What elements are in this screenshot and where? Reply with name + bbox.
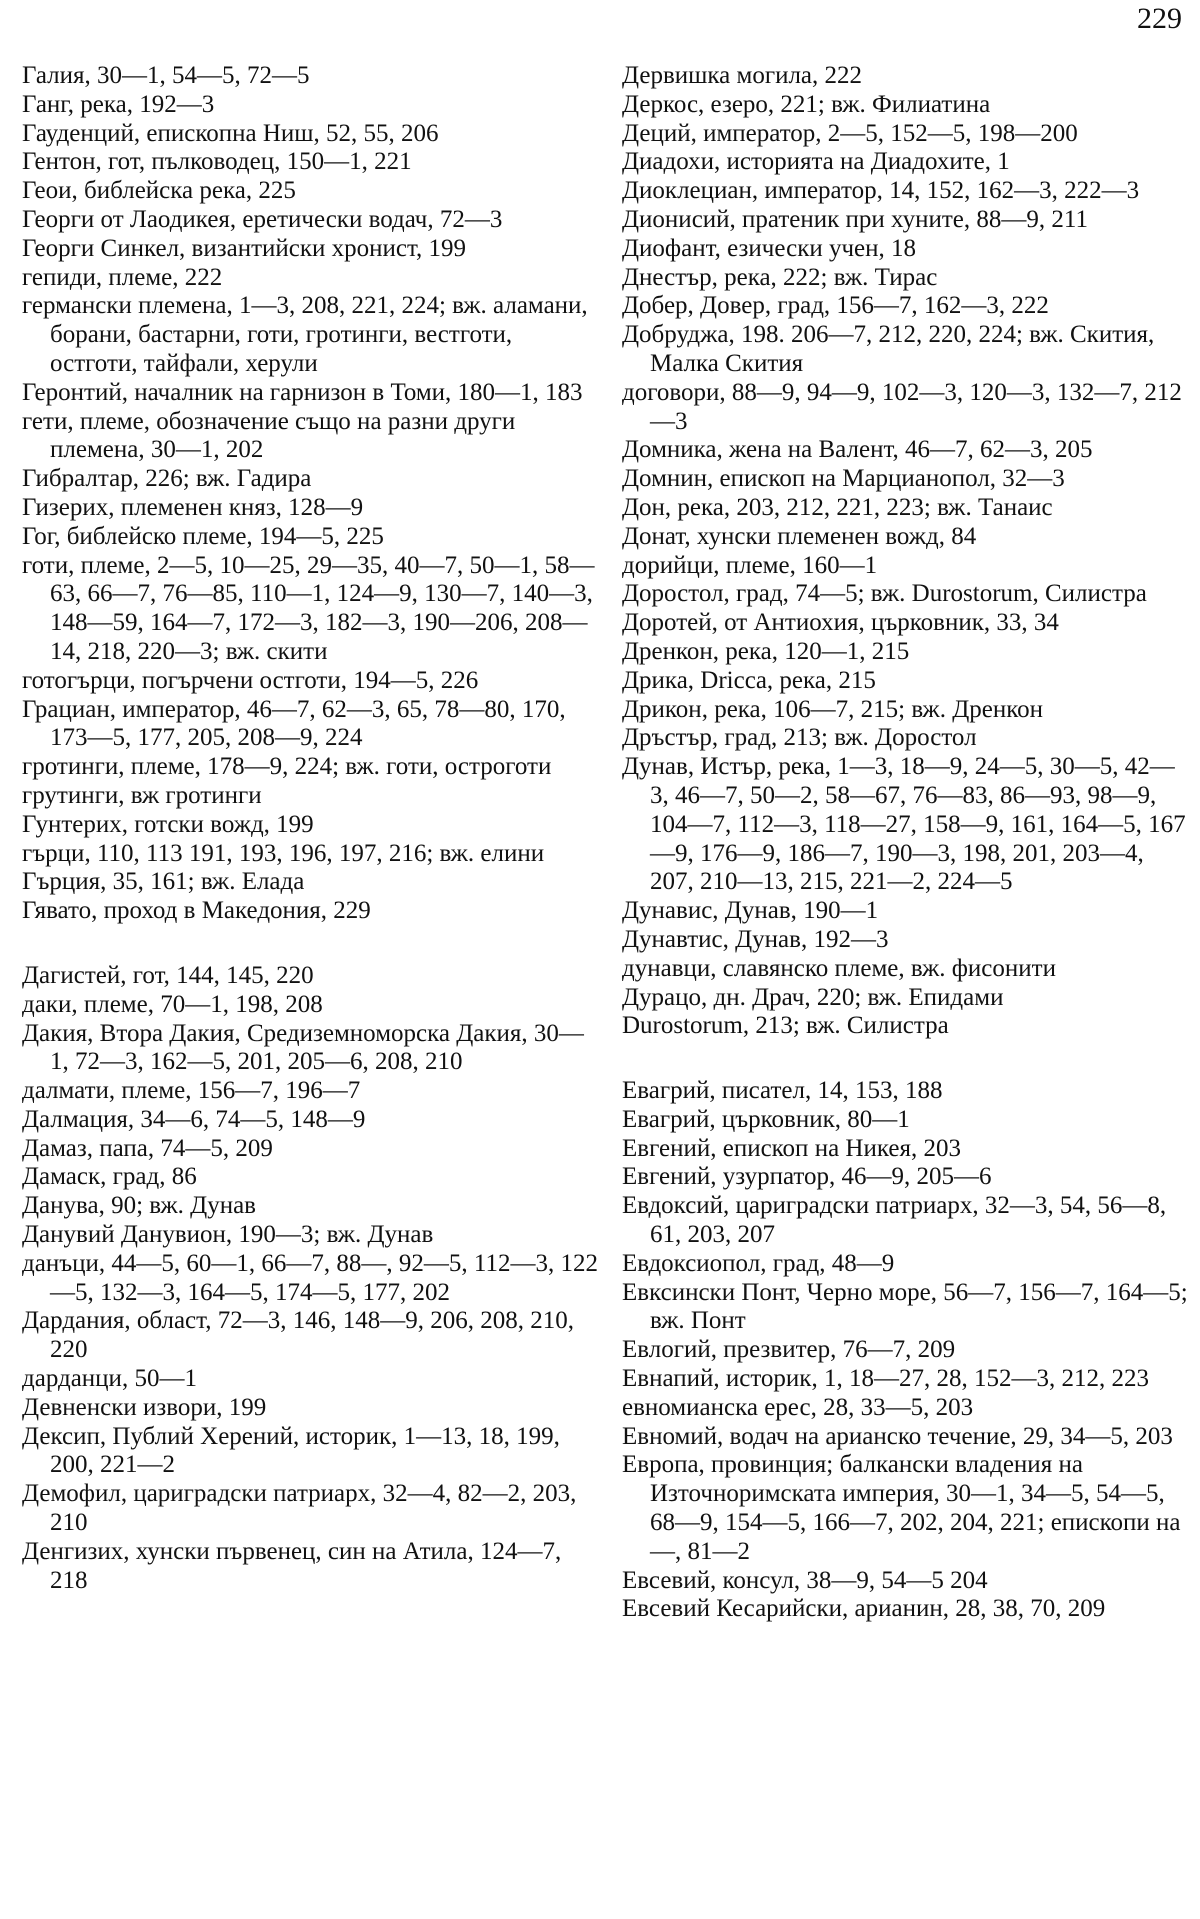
index-entry: Дервишка могила, 222 <box>622 62 863 89</box>
index-entry: Демофил, цариградски патриарх, 32—4, 82—2, 203, 210 <box>22 1480 577 1537</box>
index-entry: Днестър, река, 222; вж. Тирас <box>622 263 938 291</box>
index-entry: далмати, племе, 156—7, 196—7 <box>22 1077 361 1105</box>
index-entry: Дрика, Dricca, река, 215 <box>622 666 876 694</box>
index-entry: Европа, провинция; балкански владения на Източноримската империя, 30—1, 34—5, 54—5, 68—9, 154—5, 166—7, 202, 204, 221; епископи на —, 81—2 <box>622 1451 1181 1565</box>
index-entry: Дионисий, пратеник при хуните, 88—9, 211 <box>622 205 1088 233</box>
index-entry: гепиди, племе, 222 <box>22 263 223 291</box>
index-entry: Евсевий Кесарийски, арианин, 28, 38, 70, 209 <box>622 1595 1106 1623</box>
section-gap <box>622 1041 1192 1077</box>
index-entry: Донат, хунски племенен вожд, 84 <box>622 522 977 550</box>
index-entry: гърци, 110, 113 191, 193, 196, 197, 216; вж. елини <box>22 839 545 867</box>
index-entry: Геронтий, началник на гарнизон в Томи, 180—1, 183 <box>22 378 583 406</box>
index-entry: Деркос, езеро, 221; вж. Филиатина <box>622 90 991 118</box>
index-entry: Данува, 90; вж. Дунав <box>22 1192 256 1220</box>
section-gap <box>22 926 602 962</box>
index-entry: дунавци, славянско племе, вж. фисонити <box>622 954 1056 982</box>
index-entry: Ганг, река, 192—3 <box>22 90 215 118</box>
index-entry: Евдоксиопол, град, 48—9 <box>622 1249 895 1277</box>
index-entry: Георги Синкел, византийски хронист, 199 <box>22 234 467 262</box>
index-entry: Деций, император, 2—5, 152—5, 198—200 <box>622 119 1078 147</box>
index-entry: готи, племе, 2—5, 10—25, 29—35, 40—7, 50—1, 58—63, 66—7, 76—85, 110—1, 124—9, 130—7, 140—3, 148—59, 164—7, 172—3, 182—3, 190—206, 208—14, 218, 220—3; вж. скити <box>22 551 595 665</box>
index-entry: Дунавис, Дунав, 190—1 <box>622 897 879 925</box>
index-entry: Евдоксий, цариградски патриарх, 32—3, 54, 56—8, 61, 203, 207 <box>622 1192 1167 1249</box>
index-entry: договори, 88—9, 94—9, 102—3, 120—3, 132—7, 212—3 <box>622 378 1182 435</box>
index-entry: Дунавтис, Дунав, 192—3 <box>622 925 889 953</box>
index-entry: Дардания, област, 72—3, 146, 148—9, 206, 208, 210, 220 <box>22 1307 574 1364</box>
index-entry: Durostorum, 213; вж. Силистра <box>622 1012 949 1040</box>
index-entry: Дакия, Втора Дакия, Средиземноморска Дакия, 30—1, 72—3, 162—5, 201, 205—6, 208, 210 <box>22 1019 584 1076</box>
index-entry: Гявато, проход в Македония, 229 <box>22 897 371 925</box>
index-entry: дарданци, 50—1 <box>22 1365 197 1393</box>
index-entry: гротинги, племе, 178—9, 224; вж. готи, остроготи <box>22 753 552 781</box>
index-entry: Дрикон, река, 106—7, 215; вж. Дренкон <box>622 695 1043 723</box>
index-entry: Денгизих, хунски първенец, син на Атила, 124—7, 218 <box>22 1537 562 1594</box>
index-entry: Евнапий, историк, 1, 18—27, 28, 152—3, 212, 223 <box>622 1365 1149 1393</box>
index-entry: Данувий Данувион, 190—3; вж. Дунав <box>22 1221 434 1249</box>
index-entry: Дръстър, град, 213; вж. Доростол <box>622 724 977 752</box>
index-entry: Домнин, епископ на Марцианопол, 32—3 <box>622 465 1065 493</box>
index-entry: гети, племе, обозначение също на разни други племена, 30—1, 202 <box>22 407 516 464</box>
index-entry: Дурацо, дн. Драч, 220; вж. Епидами <box>622 983 1004 1011</box>
index-entry: Евксински Понт, Черно море, 56—7, 156—7, 164—5; вж. Понт <box>622 1278 1188 1335</box>
index-entry: германски племена, 1—3, 208, 221, 224; вж. аламани, борани, бастарни, готи, гротинги, вестготи, остготи, тайфали, херули <box>22 292 588 377</box>
index-entry: Далмация, 34—6, 74—5, 148—9 <box>22 1105 366 1133</box>
index-entry: Георги от Лаодикея, еретически водач, 72—3 <box>22 205 503 233</box>
index-entry: Евсевий, консул, 38—9, 54—5 204 <box>622 1566 988 1594</box>
index-entry: Евгений, узурпатор, 46—9, 205—6 <box>622 1163 992 1191</box>
index-entry: грутинги, вж гротинги <box>22 781 262 809</box>
index-entry: евномианска ерес, 28, 33—5, 203 <box>622 1393 974 1421</box>
index-entry: Евномий, водач на арианско течение, 29, 34—5, 203 <box>622 1422 1173 1450</box>
index-entry: Гунтерих, готски вожд, 199 <box>22 810 314 838</box>
index-entry: Евлогий, презвитер, 76—7, 209 <box>622 1336 956 1364</box>
index-entry: Дон, река, 203, 212, 221, 223; вж. Танаис <box>622 493 1053 521</box>
index-entry: Евгений, епископ на Никея, 203 <box>622 1134 961 1162</box>
index-entry: Диоклециан, император, 14, 152, 162—3, 222—3 <box>622 177 1140 205</box>
index-entry: Грациан, император, 46—7, 62—3, 65, 78—80, 170, 173—5, 177, 205, 208—9, 224 <box>22 695 566 752</box>
index-entry: даки, племе, 70—1, 198, 208 <box>22 990 323 1018</box>
index-entry: Дамаск, град, 86 <box>22 1163 197 1191</box>
index-entry: готогърци, погърчени остготи, 194—5, 226 <box>22 666 479 694</box>
index-entry: Девненски извори, 199 <box>22 1393 267 1421</box>
index-column-left <box>22 62 602 1595</box>
index-column-right <box>622 62 1192 1624</box>
index-entry: Гог, библейско племе, 194—5, 225 <box>22 522 384 550</box>
index-entry: Галия, 30—1, 54—5, 72—5 <box>22 62 310 89</box>
index-entry: Гибралтар, 226; вж. Гадира <box>22 465 312 493</box>
index-entry: Домника, жена на Валент, 46—7, 62—3, 205 <box>622 436 1093 464</box>
index-entry: Дренкон, река, 120—1, 215 <box>622 637 910 665</box>
index-entry: Диадохи, историята на Диадохите, 1 <box>622 148 1010 176</box>
index-entry: Доротей, от Антиохия, църковник, 33, 34 <box>622 609 1059 637</box>
index-entry: Диофант, езически учен, 18 <box>622 234 917 262</box>
index-entry: дорийци, племе, 160—1 <box>622 551 878 579</box>
index-entry: Евагрий, църковник, 80—1 <box>622 1105 910 1133</box>
index-entry: Гърция, 35, 161; вж. Елада <box>22 868 305 896</box>
index-entry: Доростол, град, 74—5; вж. Durostorum, Силистра <box>622 580 1147 608</box>
index-entry: Дагистей, гот, 144, 145, 220 <box>22 961 314 989</box>
index-entry: Дексип, Публий Херений, историк, 1—13, 18, 199, 200, 221—2 <box>22 1422 560 1479</box>
index-entry: данъци, 44—5, 60—1, 66—7, 88—, 92—5, 112—3, 122—5, 132—3, 164—5, 174—5, 177, 202 <box>22 1249 598 1306</box>
index-entry: Добруджа, 198. 206—7, 212, 220, 224; вж. Скития, Малка Скития <box>622 321 1155 377</box>
index-entry: Гизерих, племенен княз, 128—9 <box>22 493 364 521</box>
index-entry: Гауденций, епископна Ниш, 52, 55, 206 <box>22 119 439 147</box>
index-entry: Геои, библейска река, 225 <box>22 177 296 205</box>
index-entry: Дамаз, папа, 74—5, 209 <box>22 1134 273 1162</box>
index-entry: Дунав, Истър, река, 1—3, 18—9, 24—5, 30—5, 42—3, 46—7, 50—2, 58—67, 76—83, 86—93, 98—9, 104—7, 112—3, 118—27, 158—9, 161, 164—5, 167—9, 176—9, 186—7, 190—3, 198, 201, 203—4, 207, 210—13, 215, 221—2, 224—5 <box>622 753 1186 896</box>
index-entry: Евагрий, писател, 14, 153, 188 <box>622 1077 943 1105</box>
page-number: 229 <box>1137 2 1182 35</box>
index-entry: Добер, Довер, град, 156—7, 162—3, 222 <box>622 292 1049 320</box>
index-entry: Гентон, гот, пълководец, 150—1, 221 <box>22 148 412 176</box>
